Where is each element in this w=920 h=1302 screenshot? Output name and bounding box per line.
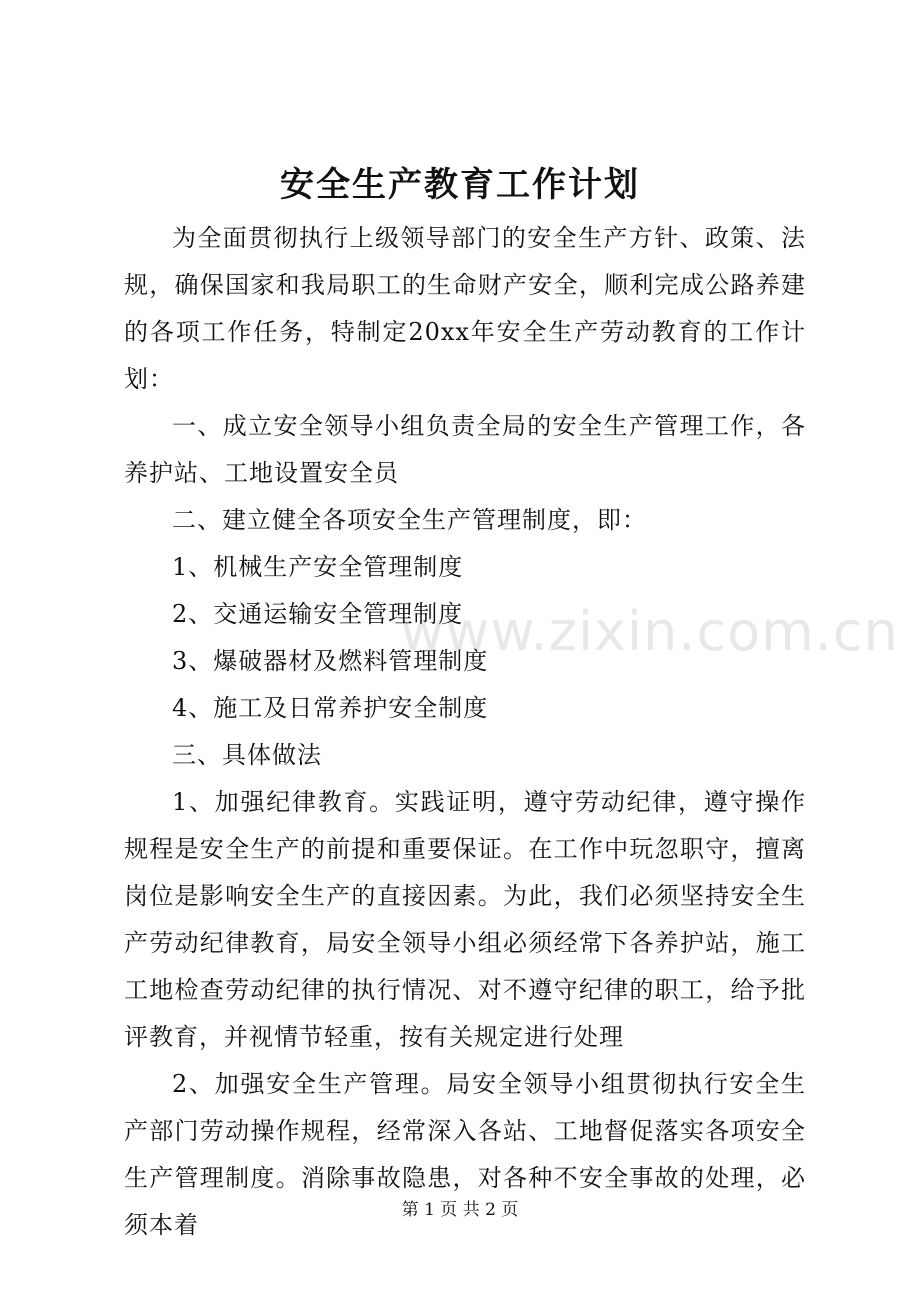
document-title: 安全生产教育工作计划 [280,165,640,205]
watermark-text: www.zixin.com.cn [400,600,899,663]
document-body [124,215,806,1249]
paragraph-section-3: 三、具体做法 [172,741,322,769]
page-footer: 第 1 页 共 2 页 [401,1200,519,1220]
paragraph-section-2: 二、建立健全各项安全生产管理制度，即： [172,506,647,534]
list-item-rule-3: 3、爆破器材及燃料管理制度 [172,647,489,675]
paragraph-intro: 为全面贯彻执行上级领导部门的安全生产方针、政策、法规，确保国家和我局职工的生命财产安全，顺利完成公路养建的各项工作任务，特制定20xx年安全生产劳动教育的工作计划： [124,224,806,393]
list-item-rule-2: 2、交通运输安全管理制度 [172,600,464,628]
paragraph-section-1: 一、成立安全领导小组负责全局的安全生产管理工作，各养护站、工地设置安全员 [124,412,806,487]
list-item-rule-1: 1、机械生产安全管理制度 [172,553,464,581]
paragraph-method-2: 2、加强安全生产管理。局安全领导小组贯彻执行安全生产部门劳动操作规程，经常深入各站、工地督促落实各项安全生产管理制度。消除事故隐患，对各种不安全事故的处理，必须本着 [124,1070,806,1239]
paragraph-method-1: 1、加强纪律教育。实践证明，遵守劳动纪律，遵守操作规程是安全生产的前提和重要保证。在工作中玩忽职守，擅离岗位是影响安全生产的直接因素。为此，我们必须坚持安全生产劳动纪律教育，局安全领导小组必须经常下各养护站，施工工地检查劳动纪律的执行情况、对不遵守纪律的职工，给予批评教育，并视情节轻重，按有关规定进行处理 [124,788,806,1051]
list-item-rule-4: 4、施工及日常养护安全制度 [172,694,489,722]
